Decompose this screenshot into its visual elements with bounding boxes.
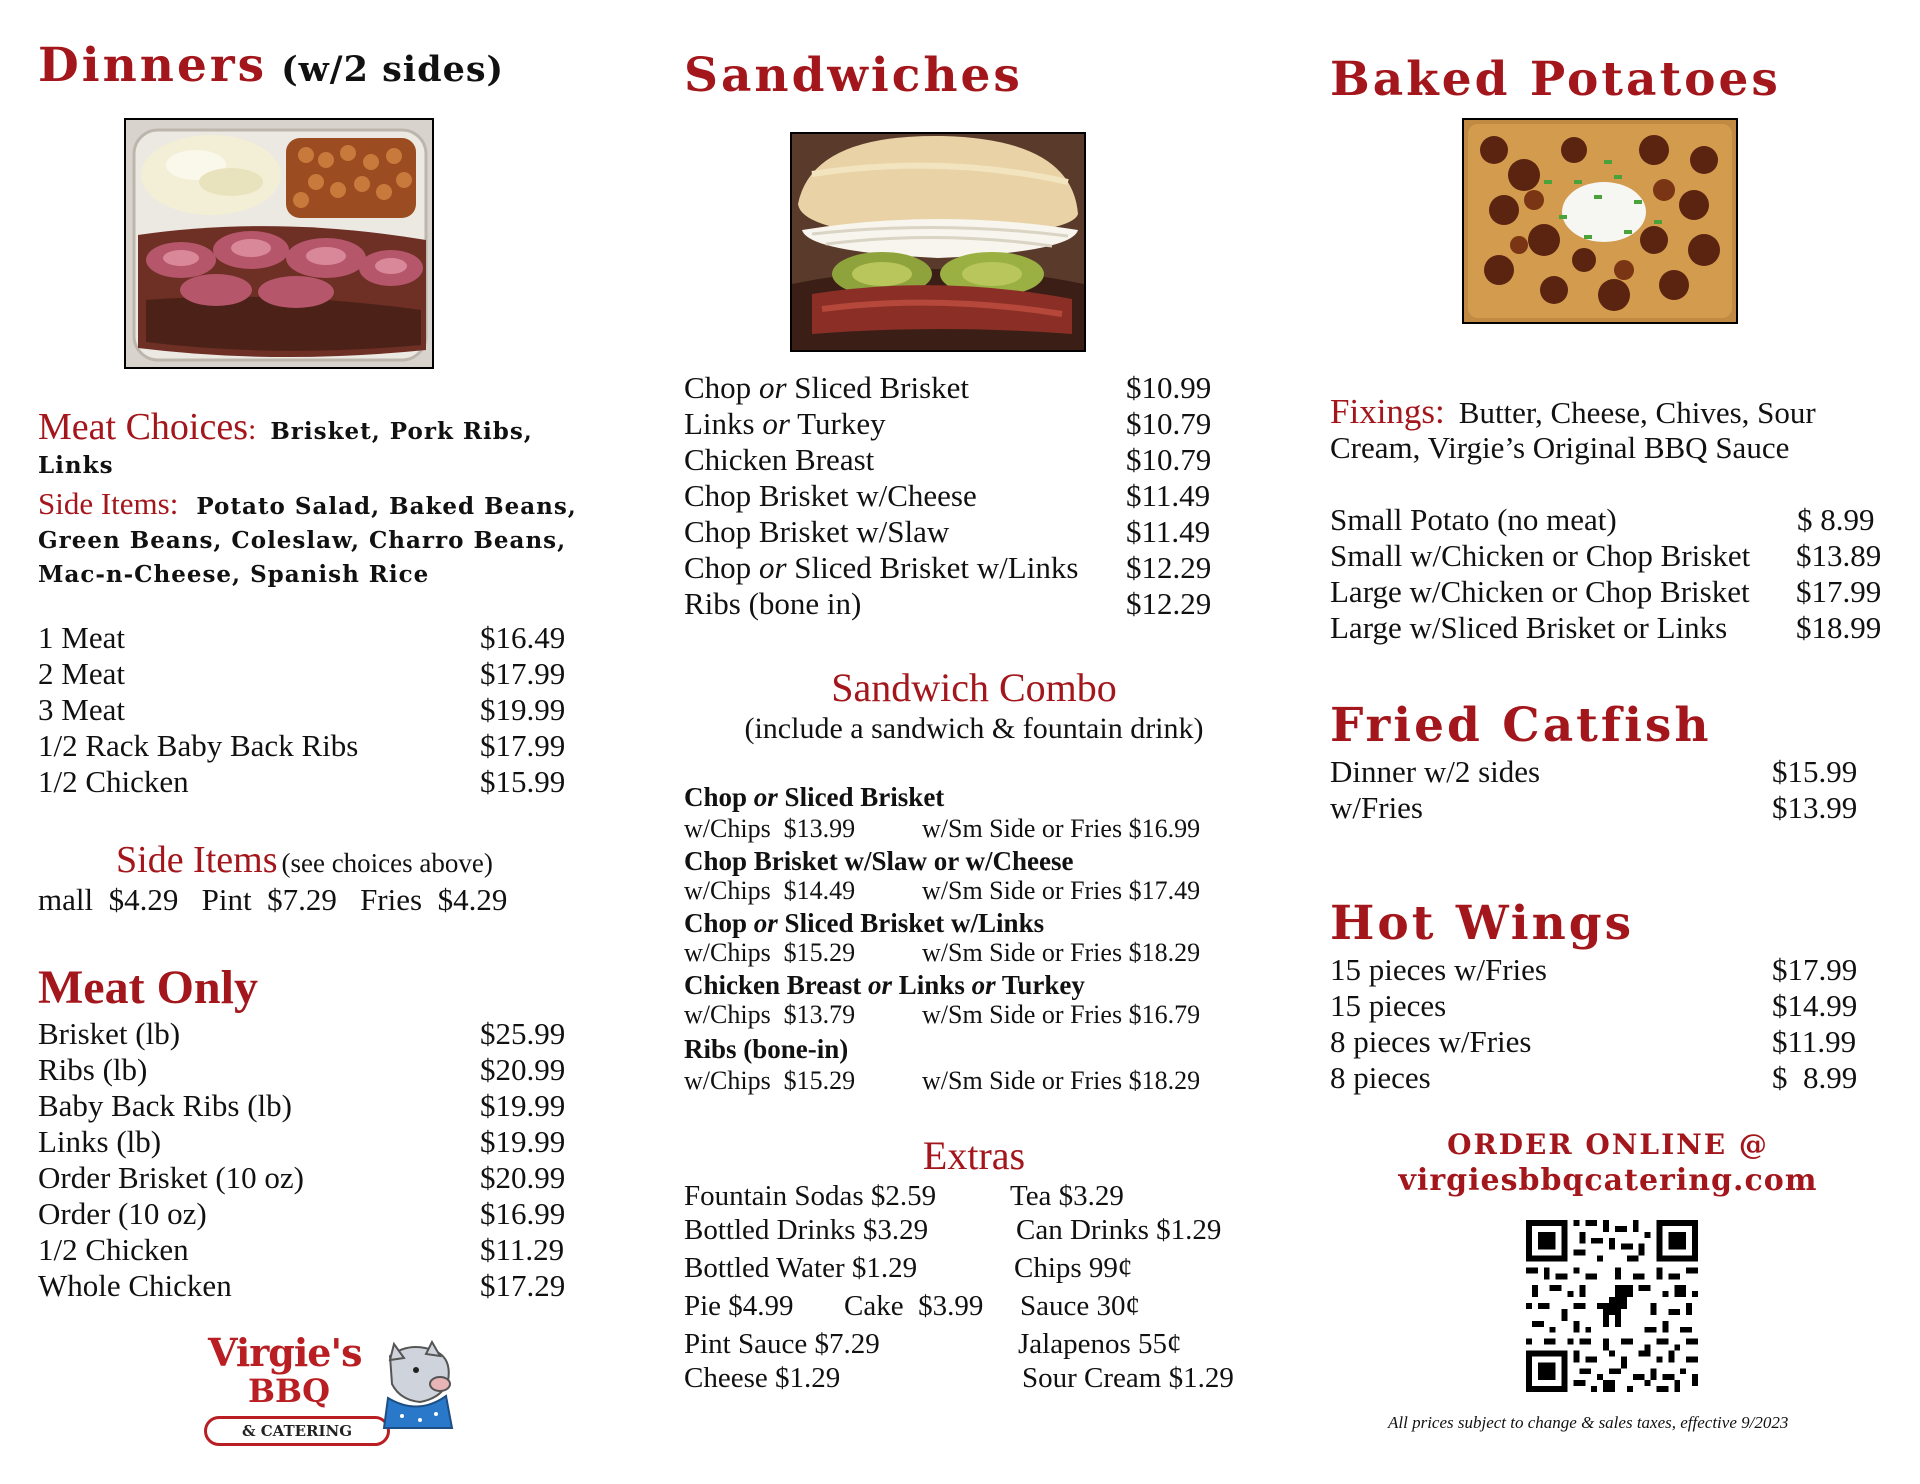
item-name-pre: Chop [684, 370, 759, 405]
item-name: 2 Meat [38, 656, 125, 691]
combo-item-title: Chop Brisket w/Slaw or w/Cheese [684, 846, 1074, 876]
list-item: Links (lb) [38, 1124, 162, 1159]
price-disclaimer: All prices subject to change & sales taxes, effective 9/2023 [1388, 1413, 1789, 1432]
combo-title: Sandwich Combo [831, 665, 1117, 710]
item-price: $13.99 [1772, 790, 1858, 825]
meat-choices-label: Meat Choices [38, 406, 249, 448]
item-price: $17.99 [480, 728, 566, 763]
list-item: 15 pieces w/Fries [1330, 952, 1547, 987]
dinner-plate-photo [124, 118, 434, 369]
combo-item-title: Ribs (bone-in) [684, 1034, 849, 1064]
combo-chips-price: w/Chips $15.29 [684, 1066, 856, 1095]
extras-item: Sauce 30¢ [1020, 1290, 1140, 1322]
list-item: Chop Brisket w/Slaw [684, 514, 950, 549]
extras-item: Pint Sauce $7.29 [684, 1328, 880, 1360]
item-name-post: Sliced Brisket [786, 370, 970, 405]
item-name: 1 Meat [38, 620, 125, 655]
logo-catering-text: & CATERING [241, 1422, 353, 1440]
side-items-header [116, 838, 493, 882]
pig-mascot-icon [380, 1336, 455, 1431]
order-online-link[interactable]: virgiesbbqcatering.com [1398, 1163, 1818, 1198]
wings-title: Hot Wings [1330, 896, 1635, 951]
item-price: $10.99 [1126, 370, 1212, 405]
list-item: Ribs (bone in) [684, 586, 862, 621]
combo-note: (include a sandwich & fountain drink) [744, 712, 1204, 745]
combo-item-post: Sliced Brisket [777, 782, 945, 812]
item-price: $20.99 [480, 1160, 566, 1195]
combo-side-price: w/Sm Side or Fries $18.29 [922, 938, 1201, 967]
list-item: Small w/Chicken or Chop Brisket [1330, 538, 1751, 573]
list-item: Large w/Sliced Brisket or Links [1330, 610, 1728, 645]
combo-chips-price: w/Chips $13.79 [684, 1000, 856, 1029]
list-item [38, 620, 125, 656]
combo-chips-price: w/Chips $13.99 [684, 814, 856, 843]
logo-wordmark: Virgie's [208, 1330, 362, 1375]
logo-bbq: BBQ [248, 1372, 330, 1410]
list-item: Chicken Breast [684, 442, 875, 477]
combo-item-or: or [868, 970, 893, 1000]
fixings-line-1 [1330, 392, 1900, 432]
side-items-title: Side Items [116, 839, 278, 881]
item-price: $18.99 [1796, 610, 1882, 645]
meat-choices [38, 406, 598, 484]
item-price: $16.49 [480, 620, 566, 655]
combo-item-title [684, 908, 1044, 939]
list-item: Chop Brisket w/Cheese [684, 478, 977, 513]
list-item [38, 728, 358, 764]
item-price: $11.49 [1126, 478, 1211, 513]
extras-item: Chips 99¢ [1014, 1252, 1133, 1284]
item-price: $15.99 [480, 764, 566, 799]
item-price: $25.99 [480, 1016, 566, 1051]
combo-item-title [684, 970, 1085, 1001]
meat-choices-colon: : [248, 413, 257, 446]
list-item: Dinner w/2 sides [1330, 754, 1541, 789]
sandwiches-title: Sandwiches [684, 48, 1023, 103]
item-name: 3 Meat [38, 692, 125, 727]
item-name: 1/2 Chicken [38, 764, 189, 799]
combo-item-post: Links [892, 970, 972, 1000]
combo-item-pre: Chicken Breast [684, 970, 869, 1000]
list-item: 15 pieces [1330, 988, 1447, 1023]
list-item [684, 550, 1078, 586]
list-item: Small Potato (no meat) [1330, 502, 1617, 537]
qr-code-icon[interactable] [1526, 1220, 1698, 1392]
dinners-subtitle: (w/2 sides) [281, 49, 505, 90]
item-price: $16.99 [480, 1196, 566, 1231]
combo-side-price: w/Sm Side or Fries $16.79 [922, 1000, 1201, 1029]
item-name-or: or [758, 550, 787, 585]
combo-item-post: Sliced Brisket w/Links [777, 908, 1045, 938]
item-price: $ 8.99 [1797, 502, 1875, 537]
extras-item: Tea $3.29 [1010, 1180, 1124, 1212]
meat-only-title: Meat Only [38, 961, 258, 1014]
list-item [684, 406, 886, 442]
baked-potato-photo [1462, 118, 1738, 324]
item-price: $17.29 [480, 1268, 566, 1303]
order-online-label: ORDER ONLINE @ [1447, 1128, 1769, 1161]
extras-item: Fountain Sodas $2.59 [684, 1180, 937, 1212]
extras-item: Jalapenos 55¢ [1018, 1328, 1182, 1360]
list-item: Order Brisket (10 oz) [38, 1160, 304, 1195]
item-price: $17.99 [480, 656, 566, 691]
list-item: 8 pieces [1330, 1060, 1431, 1095]
item-price: $19.99 [480, 1124, 566, 1159]
extras-item: Cheese $1.29 [684, 1362, 841, 1394]
item-name-or: or [758, 370, 787, 405]
side-items-note: (see choices above) [281, 848, 493, 878]
list-item [38, 656, 125, 692]
list-item: 8 pieces w/Fries [1330, 1024, 1532, 1059]
combo-item-pre: Chop [684, 782, 754, 812]
item-name-pre: Chop [684, 550, 759, 585]
extras-item: Sour Cream $1.29 [1022, 1362, 1234, 1394]
fixings-label: Fixings: [1330, 392, 1445, 431]
item-price: $12.29 [1126, 550, 1212, 585]
logo-catering-badge [204, 1416, 390, 1446]
combo-item-or2: or [971, 970, 996, 1000]
list-item: w/Fries [1330, 790, 1423, 825]
fixings-text: Butter, Cheese, Chives, Sour [1458, 395, 1816, 430]
item-price: $11.49 [1126, 514, 1211, 549]
item-price: $10.79 [1126, 406, 1212, 441]
item-price: $14.99 [1772, 988, 1858, 1023]
extras-item: Pie $4.99 [684, 1290, 794, 1322]
combo-side-price: w/Sm Side or Fries $18.29 [922, 1066, 1201, 1095]
list-item: Ribs (lb) [38, 1052, 148, 1087]
item-price: $15.99 [1772, 754, 1858, 789]
item-name-post: Turkey [789, 406, 886, 441]
dinners-title: Dinners [38, 38, 268, 93]
item-price: $11.29 [480, 1232, 565, 1267]
item-price: $ 8.99 [1772, 1060, 1858, 1095]
item-price: $17.99 [1796, 574, 1882, 609]
combo-chips-price: w/Chips $15.29 [684, 938, 856, 967]
item-name-pre: Links [684, 406, 763, 441]
combo-side-price: w/Sm Side or Fries $16.99 [922, 814, 1201, 843]
side-items-text: Potato Salad, Baked Beans, Green Beans, Coleslaw, Charro Beans, Mac-n-Cheese, Spanish Rice [38, 493, 577, 588]
item-name-or: or [762, 406, 790, 441]
item-price: $17.99 [1772, 952, 1858, 987]
extras-item: Cake $3.99 [844, 1290, 984, 1322]
side-items-prices: mall $4.29 Pint $7.29 Fries $4.29 [38, 882, 508, 917]
catfish-title: Fried Catfish [1330, 698, 1712, 753]
item-price: $12.29 [1126, 586, 1212, 621]
item-name-post: Sliced Brisket w/Links [786, 550, 1079, 585]
item-price: $10.79 [1126, 442, 1212, 477]
combo-item-pre: Chop [684, 908, 754, 938]
list-item: Order (10 oz) [38, 1196, 207, 1231]
sandwich-photo [790, 132, 1086, 352]
extras-item: Can Drinks $1.29 [1016, 1214, 1222, 1246]
fixings [1330, 392, 1900, 466]
extras-item: Bottled Water $1.29 [684, 1252, 918, 1284]
combo-item-or: or [753, 782, 778, 812]
combo-side-price: w/Sm Side or Fries $17.49 [922, 876, 1201, 905]
item-price: $19.99 [480, 692, 566, 727]
combo-chips-price: w/Chips $14.49 [684, 876, 856, 905]
item-name: 1/2 Rack Baby Back Ribs [38, 728, 359, 763]
item-price: $11.99 [1772, 1024, 1857, 1059]
extras-item: Bottled Drinks $3.29 [684, 1214, 929, 1246]
potatoes-title: Baked Potatoes [1330, 52, 1781, 107]
list-item: Large w/Chicken or Chop Brisket [1330, 574, 1750, 609]
item-price: $19.99 [480, 1088, 566, 1123]
side-items-label: Side Items: [38, 486, 179, 521]
combo-item-title [684, 782, 944, 813]
list-item: 1/2 Chicken [38, 1232, 189, 1267]
list-item: Whole Chicken [38, 1268, 232, 1303]
list-item: Baby Back Ribs (lb) [38, 1088, 292, 1123]
list-item [684, 370, 969, 406]
combo-item-or: or [753, 908, 778, 938]
list-item: Brisket (lb) [38, 1016, 181, 1051]
combo-item-post2: Turkey [995, 970, 1085, 1000]
item-price: $20.99 [480, 1052, 566, 1087]
list-item [38, 764, 189, 800]
meat-choices-text: Brisket, Pork Ribs, Links [38, 418, 533, 479]
item-price: $13.89 [1796, 538, 1882, 573]
list-item [38, 692, 125, 728]
extras-title: Extras [922, 1133, 1026, 1178]
virgies-logo [200, 1330, 455, 1460]
dinners-section [38, 38, 504, 93]
order-online [1330, 1128, 1886, 1198]
side-items-choices [38, 488, 598, 593]
fixings-text-2: Cream, Virgie’s Original BBQ Sauce [1330, 430, 1790, 465]
